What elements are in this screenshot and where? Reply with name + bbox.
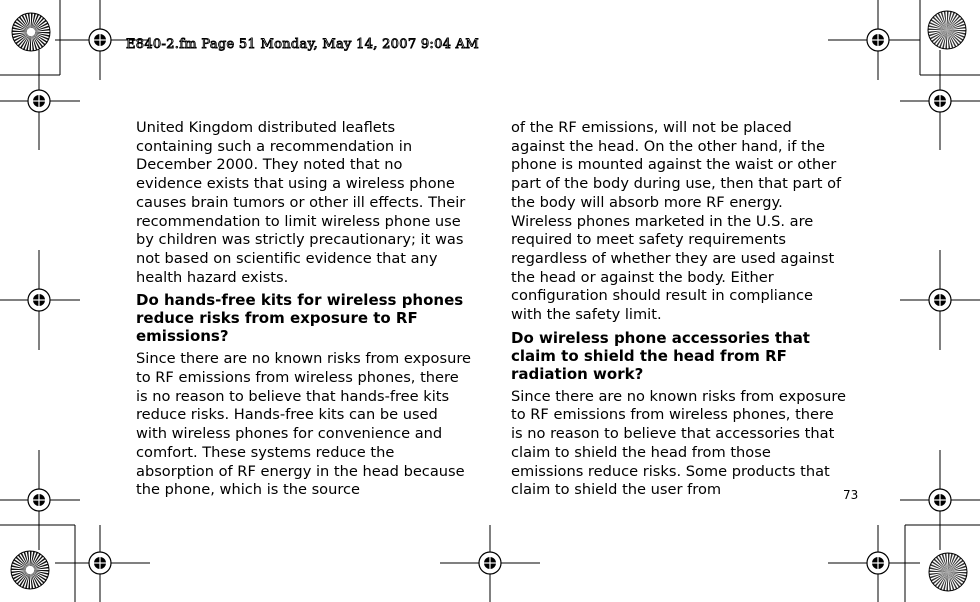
body-paragraph: Since there are no known risks from exposure to RF emissions from wireless phones, there is no reason to believe that hands-free kits reduce risks. Hands-free kits can be used with wireless phones for convenience and comfort. These systems reduce the absorption of RF energy in the head because the phone, which is the source <box>136 350 471 499</box>
starburst-mark <box>11 551 49 589</box>
section-heading: Do hands-free kits for wireless phones reduce risks from exposure to RF emissions? <box>136 291 464 346</box>
starburst-mark <box>12 13 50 51</box>
body-paragraph: Since there are no known risks from exposure to RF emissions from wireless phones, there is no reason to believe that accessories that claim to shield the head from those emissions reduce risks. Some products that claim to shield the user from <box>511 387 846 499</box>
body-paragraph: United Kingdom distributed leaflets containing such a recommendation in December 2000. They noted that no evidence exists that using a wireless phone causes brain tumors or other ill effects. Their recommendation to limit wireless phone use by children was strictly precautionary; it was not based on scientific evidence that any health hazard exists. <box>136 119 466 286</box>
print-header: E840-2.fm Page 51 Monday, May 14, 2007 9:04 AM <box>126 37 479 52</box>
starburst-mark <box>928 11 966 49</box>
section-heading: Do wireless phone accessories that claim to shield the head from RF radiation work? <box>511 328 810 383</box>
starburst-mark <box>929 553 967 591</box>
page-number: 73 <box>843 488 859 502</box>
body-paragraph: of the RF emissions, will not be placed against the head. On the other hand, if the phone is mounted against the waist or other part of the body during use, then that part of the body will absorb more RF energy. Wireless phones marketed in the U.S. are required to meet safety requirements regardless of whether they are used against the head or against the body. Either configuration should result in compliance with the safety limit. <box>511 119 842 324</box>
right-column <box>511 119 847 504</box>
left-column <box>136 119 472 504</box>
